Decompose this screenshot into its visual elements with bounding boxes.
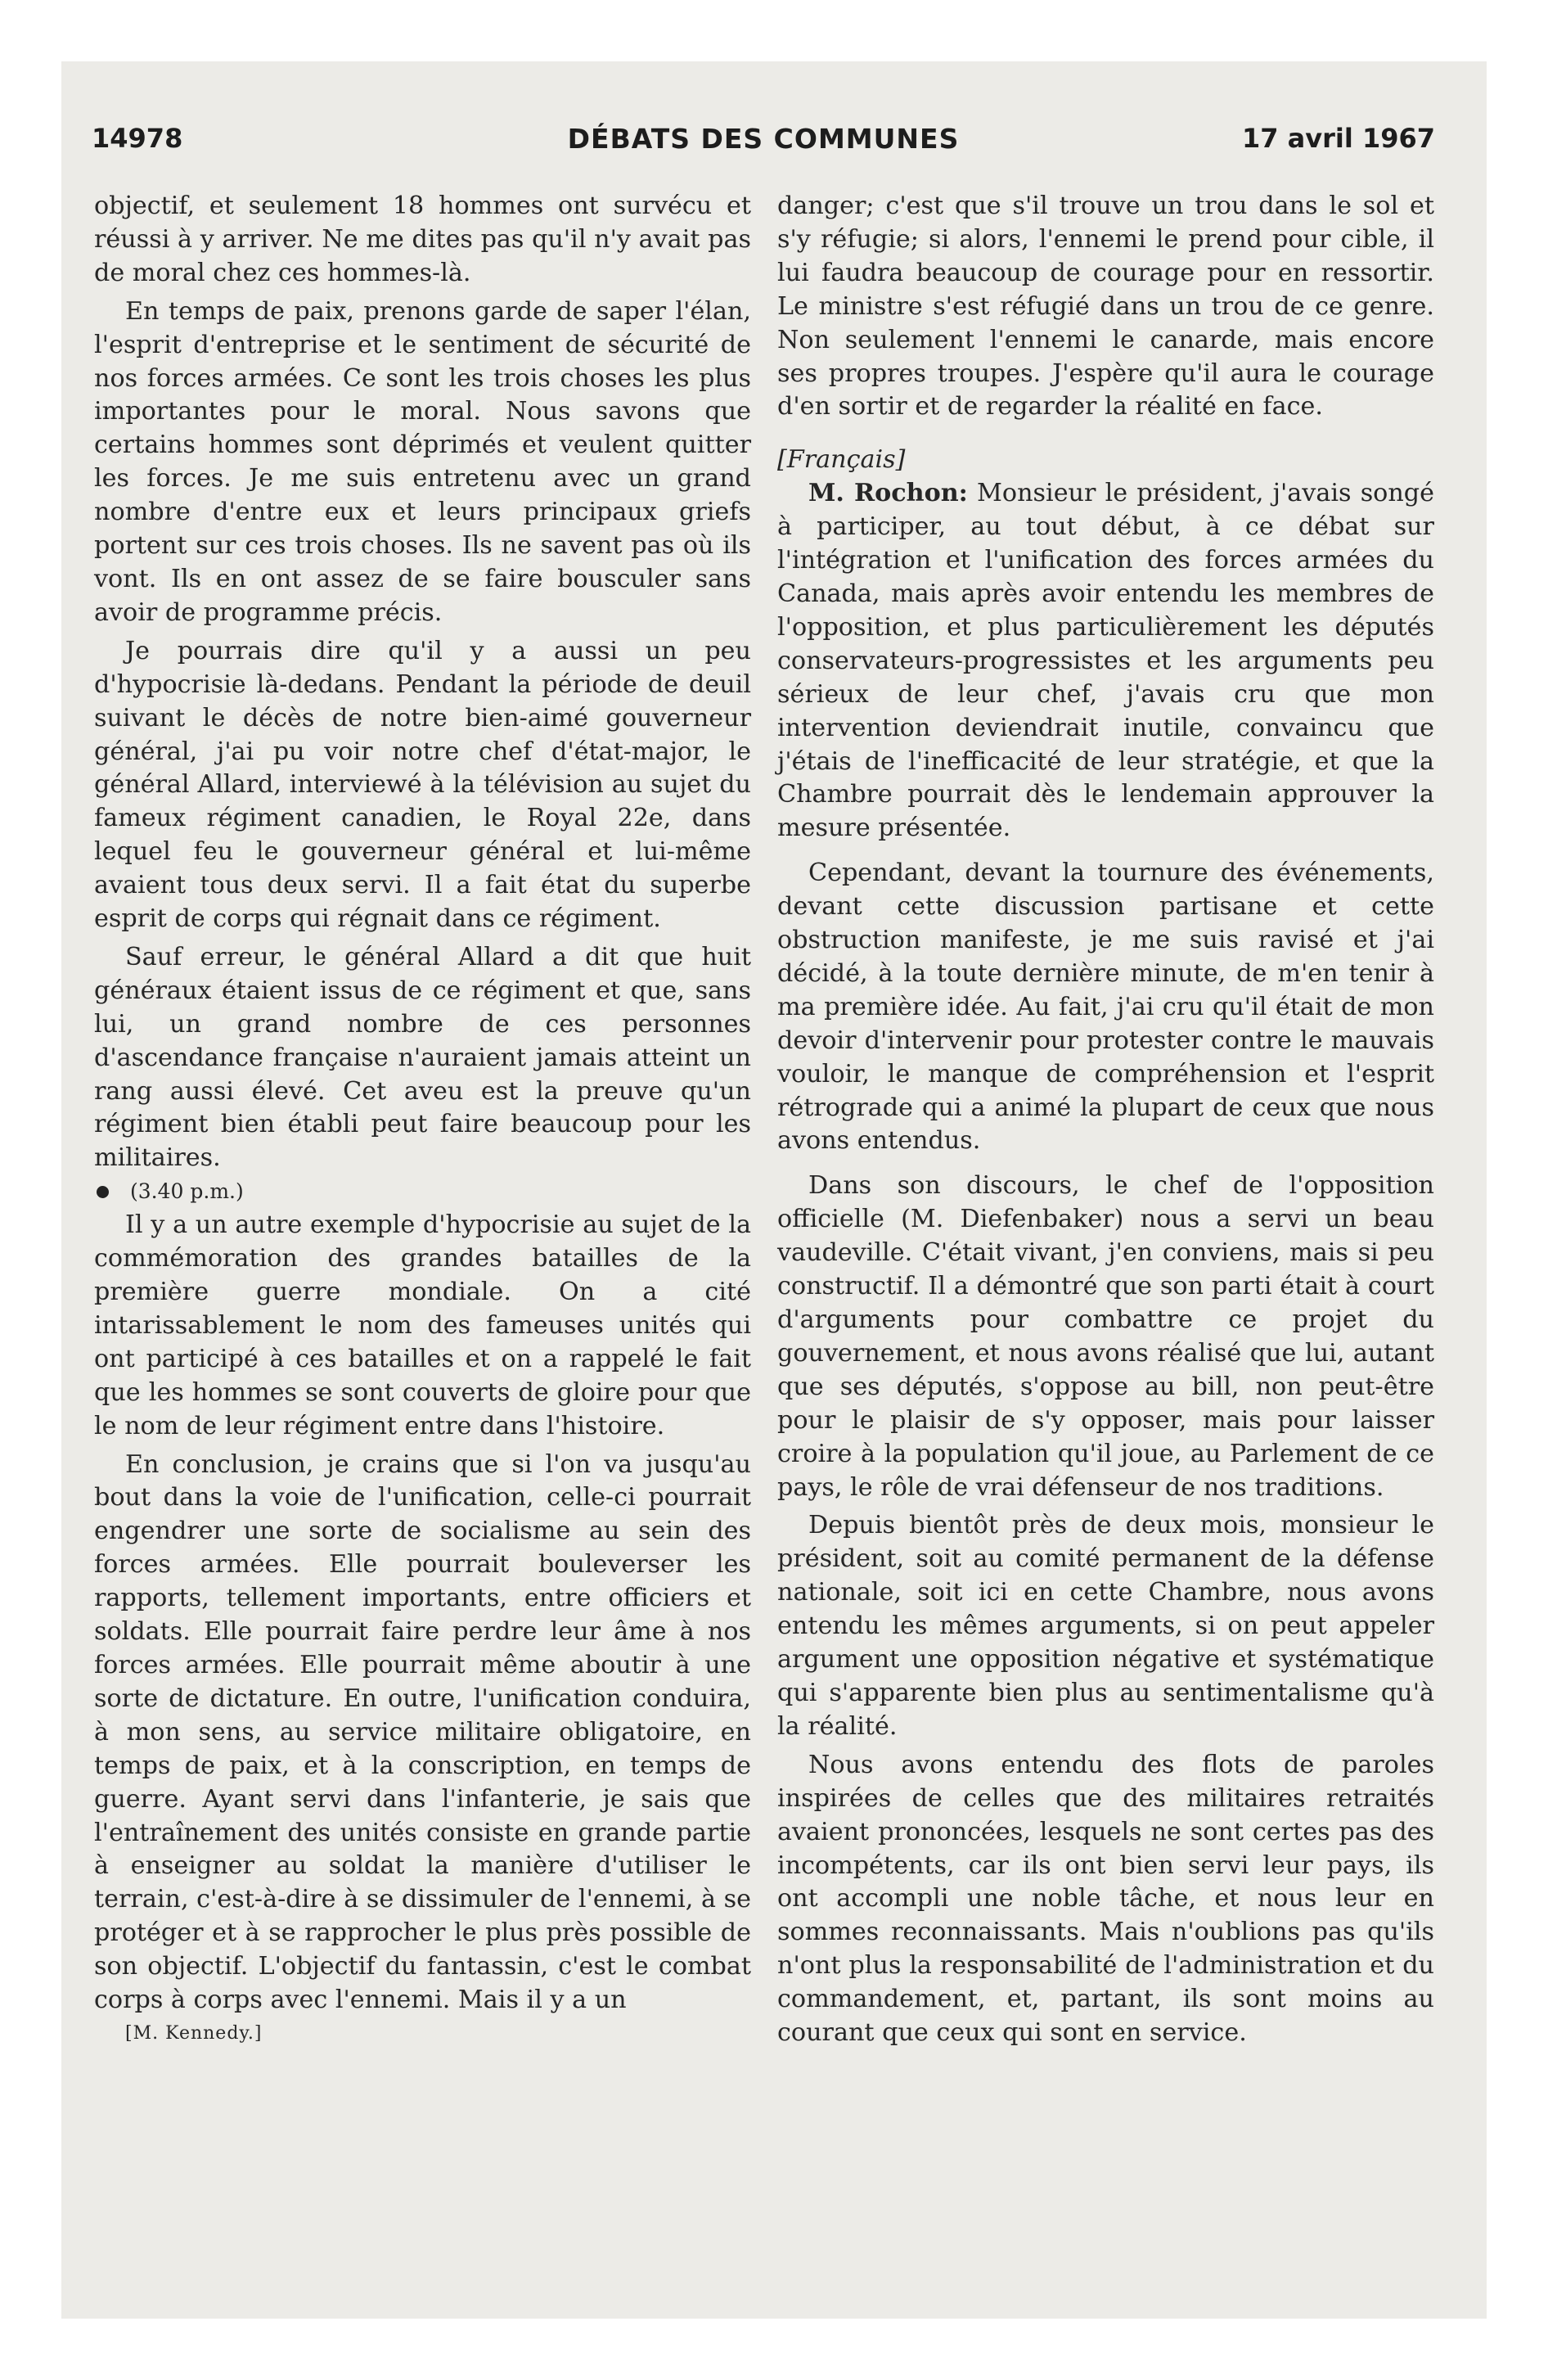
page-header bbox=[92, 123, 1435, 159]
speech-paragraph bbox=[777, 477, 1434, 845]
paragraph: Sauf erreur, le général Allard a dit que huit généraux étaient issus de ce régiment et que, sans lui, un grand nombre de ces personnes d'ascendance française n'auraient jamais atteint un rang aussi élevé. Cet aveu est la preuve qu'un régiment bien établi peut faire beaucoup pour les militaires. bbox=[94, 942, 751, 1173]
paragraph: objectif, et seulement 18 hommes ont survécu et réussi à y arriver. Ne me dites pas qu'il n'y avait pas de moral chez ces hommes-là. bbox=[94, 192, 751, 287]
journal-title: DÉBATS DES COMMUNES bbox=[567, 123, 960, 155]
paragraph: En conclusion, je crains que si l'on va jusqu'au bout dans la voie de l'unification, celle-ci pourrait engendrer une sorte de socialisme au sein des forces armées. Elle pourrait bouleverser les rapports, tellement importants, entre officiers et soldats. Elle pourrait faire perdre leur âme à nos forces armées. Elle pourrait même aboutir à une sorte de dictature. En outre, l'unification conduira, à mon sens, au service militaire obligatoire, en temps de paix, et à la conscription, en temps de guerre. Ayant servi dans l'infanterie, je sais que l'entraînement des unités consiste en grande partie à enseigner au soldat la manière d'utiliser le terrain, c'est-à-dire à se dissimuler de l'ennemi, à se protéger et à se rapprocher le plus près possible de son objectif. L'objectif du fantassin, c'est le combat corps à corps avec l'ennemi. Mais il y a un bbox=[94, 1449, 751, 2015]
paragraph: Cependant, devant la tournure des événements, devant cette discussion partisane et cette obstruction manifeste, je me suis ravisé et j'ai décidé, à la toute dernière minute, de m'en tenir à ma première idée. Au fait, j'ai cru qu'il était de mon devoir d'intervenir pour protester contre le mauvais vouloir, le manque de compréhension et l'esprit rétrograde qui a animé la plupart de ceux que nous avons entendus. bbox=[777, 859, 1434, 1156]
paragraph: Depuis bientôt près de deux mois, monsieur le président, soit au comité permanent de la défense nationale, soit ici en cette Chambre, nous avons entendu les mêmes arguments, si on peut appeler argument une opposition négative et systématique qui s'apparente bien plus au sentimentalisme qu'à la réalité. bbox=[777, 1511, 1434, 1741]
page-date: 17 avril 1967 bbox=[1241, 123, 1435, 154]
language-tag: [Français] bbox=[777, 445, 906, 475]
paragraph: Dans son discours, le chef de l'opposition officielle (M. Diefenbaker) nous a servi un beau vaudeville. C'était vivant, j'en conviens, mais si peu constructif. Il a démontré que son parti était à court d'arguments pour combattre ce projet du gouvernement, et nous avons réalisé que lui, autant que ses députés, s'oppose au bill, non peut-être pour le plaisir de s'y opposer, mais pour laisser croire à la population qu'il joue, au Parlement de ce pays, le rôle de vrai défenseur de nos traditions. bbox=[777, 1171, 1434, 1502]
speaker-attribution: [M. Kennedy.] bbox=[125, 2022, 263, 2044]
paragraph: En temps de paix, prenons garde de saper l'élan, l'esprit d'entreprise et le sentiment de sécurité de nos forces armées. Ce sont les trois choses les plus importantes pour le moral. Nous savons que certains hommes sont déprimés et veulent quitter les forces. Je me suis entretenu avec un grand nombre d'entre eux et leurs principaux griefs portent sur ces trois choses. Ils ne savent pas où ils vont. Ils en ont assez de se faire bousculer sans avoir de programme précis. bbox=[94, 296, 751, 627]
paragraph: danger; c'est que s'il trouve un trou dans le sol et s'y réfugie; si alors, l'ennemi le prend pour cible, il lui faudra beaucoup de courage pour en ressortir. Le ministre s'est réfugié dans un trou de ce genre. Non seulement l'ennemi le canarde, mais encore ses propres troupes. J'espère qu'il aura le courage d'en sortir et de regarder la réalité en face. bbox=[777, 192, 1434, 421]
page-number: 14978 bbox=[92, 123, 183, 154]
time-marker bbox=[94, 1175, 751, 1209]
speaker-name: M. Rochon: bbox=[808, 479, 968, 508]
right-column bbox=[777, 190, 1434, 2050]
left-column bbox=[94, 190, 751, 2051]
paragraph: Nous avons entendu des flots de paroles inspirées de celles que des militaires retraités avaient prononcées, lesquels ne sont certes pas des incompétents, car ils ont bien servi leur pays, ils ont accompli une noble tâche, et nous leur en sommes reconnaissants. Mais n'oublions pas qu'ils n'ont plus la responsabilité de l'administration et du commandement, et, partant, ils sont moins au courant que ceux qui sont en service. bbox=[777, 1750, 1434, 2048]
speech-text: Monsieur le président, j'avais songé à participer, au tout début, à ce débat sur l'intégration et l'unification des forces armées du Canada, mais après avoir entendu les membres de l'opposition, et plus particulièrement les députés conservateurs-progressistes et les arguments peu sérieux de leur chef, j'avais cru que mon intervention deviendrait inutile, convaincu que j'étais de l'inefficacité de leur stratégie, et que la Chambre pourrait dès le lendemain approuver la mesure présentée. bbox=[777, 479, 1434, 843]
bullet-icon bbox=[97, 1186, 109, 1198]
paragraph: Il y a un autre exemple d'hypocrisie au sujet de la commémoration des grandes batailles de la première guerre mondiale. On a cité intarissablement le nom des fameuses unités qui ont participé à ces batailles et on a rappelé le fait que les hommes se sont couverts de gloire pour que le nom de leur régiment entre dans l'histoire. bbox=[94, 1210, 751, 1440]
paragraph: Je pourrais dire qu'il y a aussi un peu d'hypocrisie là-dedans. Pendant la période de deuil suivant le décès de notre bien-aimé gouverneur général, j'ai pu voir notre chef d'état-major, le général Allard, interviewé à la télévision au sujet du fameux régiment canadien, le Royal 22e, dans lequel feu le gouverneur général et lui-même avaient tous deux servi. Il a fait état du superbe esprit de corps qui régnait dans ce régiment. bbox=[94, 636, 751, 934]
time-marker-text: (3.40 p.m.) bbox=[130, 1179, 244, 1204]
